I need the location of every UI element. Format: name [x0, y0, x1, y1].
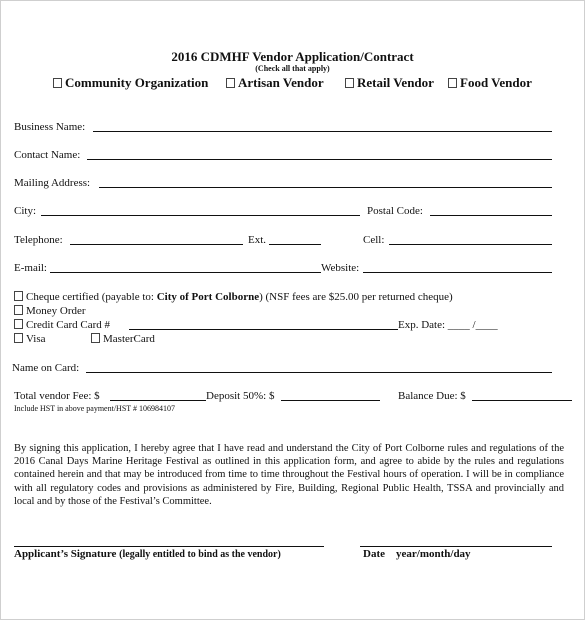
checkbox-icon[interactable] [14, 291, 23, 301]
business-name-field[interactable] [93, 131, 552, 132]
date-field[interactable] [360, 546, 552, 547]
checkbox-icon[interactable] [345, 78, 354, 88]
checkbox-icon[interactable] [14, 333, 23, 343]
exp-date-label[interactable]: Exp. Date: ____ /____ [398, 319, 498, 331]
business-name-label: Business Name: [14, 121, 86, 133]
city-field[interactable] [41, 215, 360, 216]
form-subtitle: (Check all that apply) [255, 64, 330, 73]
website-field[interactable] [363, 272, 552, 273]
signature-field[interactable] [14, 546, 324, 547]
mailing-address-label: Mailing Address: [14, 177, 91, 189]
vendor-type-community[interactable]: Community Organization [53, 75, 208, 91]
ext-label: Ext. [248, 234, 267, 246]
contact-name-label: Contact Name: [14, 149, 81, 161]
payment-cheque-option[interactable]: Cheque certified (payable to: City of Port Colborne) (NSF fees are $25.00 per returned cheque) [14, 291, 453, 303]
checkbox-icon[interactable] [53, 78, 62, 88]
total-fee-field[interactable] [110, 400, 206, 401]
mastercard-option[interactable]: MasterCard [91, 333, 155, 345]
ext-field[interactable] [269, 244, 321, 245]
signature-label: Applicant’s Signature [14, 548, 117, 560]
deposit-field[interactable] [281, 400, 380, 401]
total-fee-label: Total vendor Fee: $ [14, 390, 100, 402]
checkbox-icon[interactable] [14, 319, 23, 329]
balance-due-label: Balance Due: $ [398, 390, 466, 402]
city-label: City: [14, 205, 37, 217]
website-label: Website: [321, 262, 360, 274]
credit-card-number-field[interactable] [129, 329, 398, 330]
vendor-type-retail[interactable]: Retail Vendor [345, 75, 434, 91]
signature-note: (legally entitled to bind as the vendor) [119, 549, 281, 560]
vendor-type-food[interactable]: Food Vendor [448, 75, 532, 91]
name-on-card-field[interactable] [86, 372, 552, 373]
mailing-address-field[interactable] [99, 187, 552, 188]
cheque-payee: City of Port Colborne [156, 291, 260, 303]
cell-field[interactable] [389, 244, 552, 245]
checkbox-icon[interactable] [226, 78, 235, 88]
date-label: Date [363, 548, 385, 560]
checkbox-icon[interactable] [91, 333, 100, 343]
visa-option[interactable]: Visa [14, 333, 46, 345]
deposit-label: Deposit 50%: $ [206, 390, 275, 402]
form-title: 2016 CDMHF Vendor Application/Contract [171, 49, 414, 64]
date-label-row [363, 548, 471, 560]
signature-label-row [14, 548, 281, 560]
date-format: year/month/day [396, 548, 471, 560]
agreement-paragraph: By signing this application, I hereby agree that I have read and understand the City of Port Colborne rules and regulations of the 2016 Canal Days Marine Heritage Festival as outlined in this application form, and agree to abide by the rules and regulations contained herein and that may be introduced from time to time throughout the Festival hours of operation. I will be in compliance with all regulatory codes and provisions as administered by Fire, Building, Regional Public Health, TSSA and provincially and local and by those of the Festival’s Committee. [14, 443, 564, 507]
balance-due-field[interactable] [472, 400, 572, 401]
cell-label: Cell: [363, 234, 385, 246]
payment-credit-card-option[interactable]: Credit Card Card # [14, 319, 110, 331]
email-label: E-mail: [14, 262, 47, 274]
telephone-field[interactable] [70, 244, 243, 245]
vendor-type-artisan[interactable]: Artisan Vendor [226, 75, 324, 91]
postal-code-field[interactable] [430, 215, 552, 216]
contact-name-field[interactable] [87, 159, 552, 160]
checkbox-icon[interactable] [448, 78, 457, 88]
telephone-label: Telephone: [14, 234, 63, 246]
checkbox-icon[interactable] [14, 305, 23, 315]
email-field[interactable] [50, 272, 321, 273]
postal-code-label: Postal Code: [367, 205, 423, 217]
hst-note: Include HST in above payment/HST # 106984107 [14, 404, 176, 413]
payment-money-order-option[interactable]: Money Order [14, 305, 86, 317]
name-on-card-label: Name on Card: [12, 362, 80, 374]
